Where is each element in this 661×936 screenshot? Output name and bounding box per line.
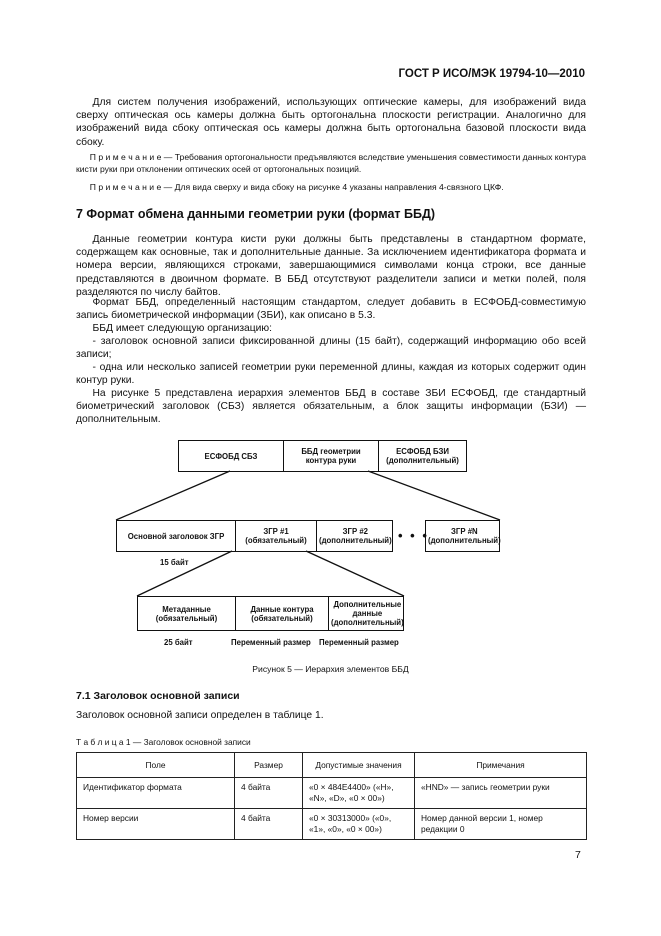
- table-cell: Номер версии: [77, 809, 235, 840]
- table-cell: «HND» — запись геометрии руки: [415, 778, 587, 809]
- diagram-ellipsis: • • •: [398, 528, 429, 543]
- list-item-main-header: - заголовок основной записи фиксированной длины (15 байт), содержащий информацию обо всей записи;: [76, 336, 586, 361]
- section-7-1-title: 7.1 Заголовок основной записи: [76, 690, 240, 702]
- paragraph-table-ref: Заголовок основной записи определен в таблице 1.: [76, 710, 324, 721]
- paragraph-format-description: Данные геометрии контура кисти руки должны быть представлены в стандартном формате, содержащем как основные, так и дополнительные данные. За исключением идентификатора формата и номера версии, являющихся строками, завершающимися символами конца строки, все данные представляются в двоичном формате. В ББД отсутствуют разделители записи и метки полей, поля разделяются по числу байтов.: [76, 234, 586, 298]
- figure-caption: Рисунок 5 — Иерархия элементов ББД: [252, 664, 409, 674]
- label-25-bytes: 25 байт: [164, 638, 193, 647]
- section-7-title: 7 Формат обмена данными геометрии руки (формат ББД): [76, 207, 436, 221]
- note-orthogonality: П р и м е ч а н и е — Требования ортогональности предъявляются вследствие уменьшения совместимости данных контура кисти руки при отклонении оптических осей от ортогональных позиций.: [76, 152, 586, 174]
- label-variable-size-1: Переменный размер: [231, 638, 311, 647]
- box-zgr-2: ЗГР #2 (дополнительный): [316, 521, 394, 551]
- note-directions: П р и м е ч а н и е — Для вида сверху и вида сбоку на рисунке 4 указаны направления 4-связного ЦКФ.: [89, 182, 504, 192]
- box-zgr-1: ЗГР #1 (обязательный): [235, 521, 316, 551]
- table-row: [77, 809, 587, 840]
- table-cell: «0 × 484E4400» («H», «N», «D», «0 × 00»): [303, 778, 415, 809]
- box-contour-data: Данные контура (обязательный): [235, 597, 328, 630]
- table-cell: Идентификатор формата: [77, 778, 235, 809]
- document-code-header: ГОСТ Р ИСО/МЭК 19794-10—2010: [398, 68, 585, 80]
- box-zgr-n: ЗГР #N (дополнительный): [428, 527, 501, 545]
- header-field: Поле: [77, 753, 235, 778]
- diagram-zgr-n: [425, 520, 500, 552]
- list-item-hand-records: - одна или несколько записей геометрии руки переменной длины, каждая из которых содержит один контур руки.: [76, 362, 586, 387]
- table-caption: Т а б л и ц а 1 — Заголовок основной записи: [76, 737, 251, 747]
- box-main-header: Основной заголовок ЗГР: [127, 531, 225, 541]
- box-esfobd-bzi: ЕСФОБД БЗИ (дополнительный): [378, 441, 466, 471]
- box-additional-data: Дополнительные данные (дополнительный): [328, 597, 406, 630]
- table-cell: Номер данной версии 1, номер редакции 0: [415, 809, 587, 840]
- diagram-top-row: [178, 440, 467, 472]
- main-header-table: [76, 752, 587, 840]
- header-values: Допустимые значения: [303, 753, 415, 778]
- page-number: 7: [575, 849, 581, 861]
- paragraph-organization: ББД имеет следующую организацию:: [92, 323, 273, 334]
- table-row: [77, 778, 587, 809]
- table-cell: 4 байта: [235, 809, 303, 840]
- paragraph-esfobd: Формат ББД, определенный настоящим стандартом, следует добавить в ЕСФОБД-совместимую запись биометрической информации (ЗБИ), как описано в 5.3.: [76, 297, 586, 322]
- label-15-bytes: 15 байт: [160, 558, 189, 567]
- table-cell: 4 байта: [235, 778, 303, 809]
- paragraph-optical-axis: Для систем получения изображений, использующих оптические камеры, для изображений вида сверху оптическая ось камеры должна быть ортогональна плоскости регистрации. Аналогично для изображений вида сбоку оптическая ось камеры должна быть ортогональна базовой плоскости вида сбоку.: [76, 97, 586, 148]
- box-metadata: Метаданные (обязательный): [155, 604, 218, 623]
- header-notes: Примечания: [415, 753, 587, 778]
- paragraph-hierarchy-intro: На рисунке 5 представлена иерархия элементов ББД в составе ЗБИ ЕСФОБД, где стандартный биометрический заголовок (СБЗ) является обязательным, а блок защиты информации (БЗИ) — дополнительным.: [76, 388, 586, 426]
- box-esfobd-sbz: ЕСФОБД СБЗ: [204, 451, 258, 461]
- diagram-bottom-row: [137, 596, 404, 631]
- box-bbd-geometry: ББД геометрии контура руки: [283, 441, 378, 471]
- label-variable-size-2: Переменный размер: [319, 638, 399, 647]
- table-cell: «0 × 30313000» («0», «1», «0», «0 × 00»): [303, 809, 415, 840]
- diagram-mid-row: [116, 520, 393, 552]
- table-header-row: [77, 753, 587, 778]
- header-size: Размер: [235, 753, 303, 778]
